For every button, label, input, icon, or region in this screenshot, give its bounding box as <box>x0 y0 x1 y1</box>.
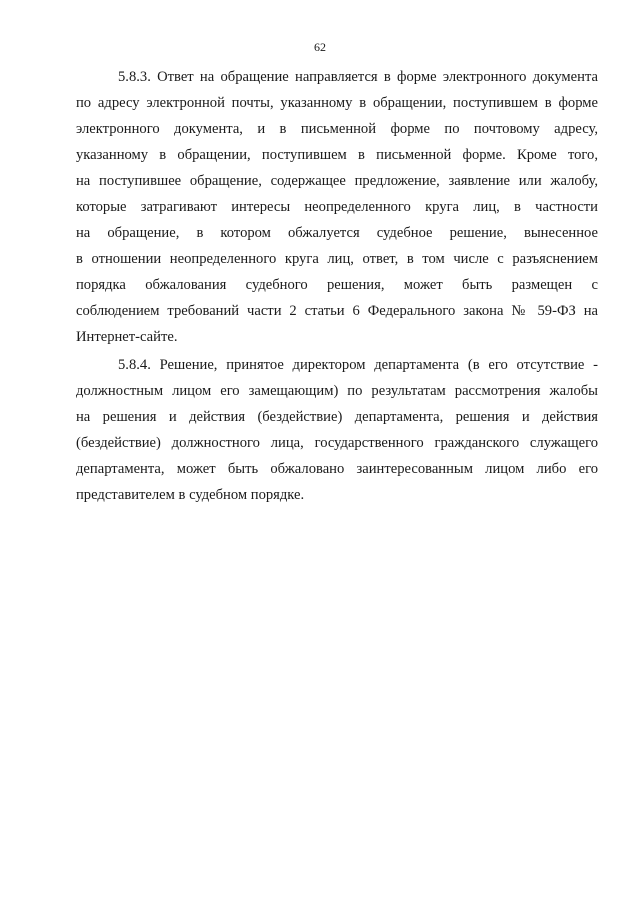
paragraph-line: представителем в судебном порядке. <box>76 487 305 503</box>
paragraph-line: которые затрагивают интересы неопределенного круга лиц, в частности <box>76 199 598 215</box>
paragraph-line: Интернет-сайте. <box>76 329 178 345</box>
paragraph-line: (бездействие) должностного лица, государственного гражданского служащего <box>76 435 598 451</box>
paragraph-line: указанному в обращении, поступившем в письменной форме. Кроме того, <box>76 147 598 163</box>
paragraph-line: на поступившее обращение, содержащее предложение, заявление или жалобу, <box>76 173 598 189</box>
paragraph-line: должностным лицом его замещающим) по результатам рассмотрения жалобы <box>76 383 598 399</box>
paragraph-line: на обращение, в котором обжалуется судебное решение, вынесенное <box>76 225 598 241</box>
paragraph-5-8-4 <box>76 352 598 508</box>
paragraph-line: на решения и действия (бездействие) департамента, решения и действия <box>76 409 598 425</box>
paragraph-5-8-3 <box>76 64 598 350</box>
page-number: 62 <box>314 40 326 54</box>
paragraph-line: в отношении неопределенного круга лиц, ответ, в том числе с разъяснением <box>76 251 598 267</box>
paragraph-line: департамента, может быть обжаловано заинтересованным лицом либо его <box>76 461 598 477</box>
paragraph-line: 5.8.4. Решение, принятое директором департамента (в его отсутствие - <box>118 357 598 373</box>
paragraph-line: порядка обжалования судебного решения, может быть размещен с <box>76 277 598 293</box>
paragraph-line: электронного документа, и в письменной форме по почтовому адресу, <box>76 121 598 137</box>
paragraph-line: по адресу электронной почты, указанному в обращении, поступившем в форме <box>76 95 598 111</box>
paragraph-line: соблюдением требований части 2 статьи 6 Федерального закона № 59-ФЗ на <box>76 303 598 319</box>
paragraph-line: 5.8.3. Ответ на обращение направляется в форме электронного документа <box>118 69 598 85</box>
